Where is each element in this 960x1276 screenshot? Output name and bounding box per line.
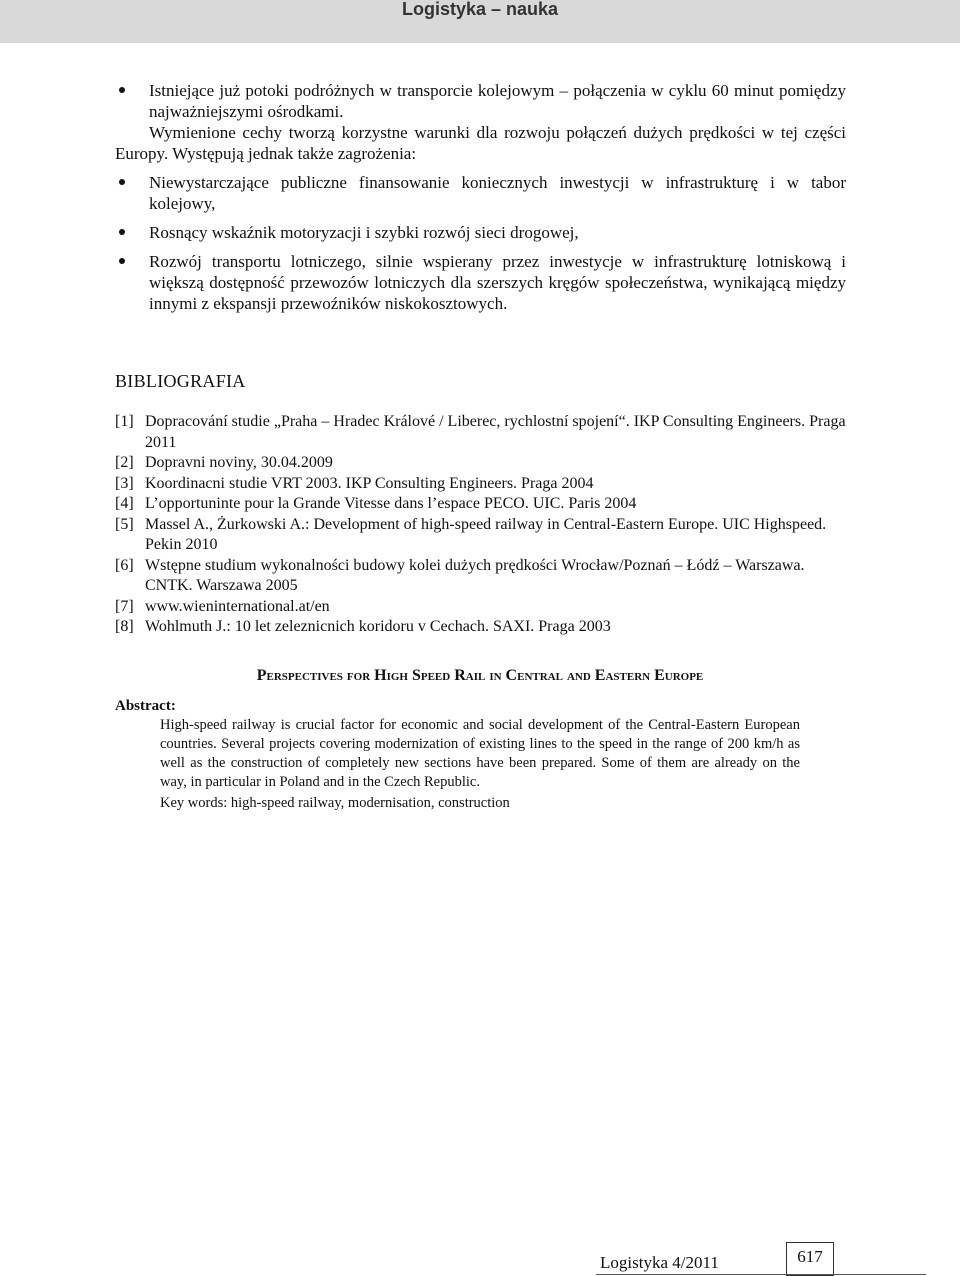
abstract-text: High-speed railway is crucial factor for economic and social development of the Central-Eastern European countries. Several projects covering modernization of existing lines to the speed in the range of 200 km/h as well as the construction of completely new sections have been prepared. Some of them are already on the way, in particular in Poland and in the Czech Republic. <box>160 717 800 790</box>
bullet-icon <box>119 258 125 264</box>
reference-number: [4] <box>115 495 134 512</box>
bibliography-heading: BIBLIOGRAFIA <box>115 371 246 391</box>
running-header <box>0 0 960 43</box>
reference-text: www.wieninternational.at/en <box>145 597 330 615</box>
reference-item <box>115 494 850 515</box>
reference-item <box>115 515 850 556</box>
reference-text: Koordinacni studie VRT 2003. IKP Consulting Engineers. Praga 2004 <box>145 474 594 492</box>
header-title: Logistyka – nauka <box>401 0 559 19</box>
bullet-list-threats <box>115 172 846 314</box>
reference-number: [5] <box>115 515 134 533</box>
reference-number: [2] <box>115 454 134 471</box>
reference-number: [7] <box>115 597 134 615</box>
list-item <box>115 172 846 214</box>
reference-list <box>115 412 850 638</box>
reference-item <box>115 412 850 453</box>
bullet-icon <box>119 179 125 185</box>
bullet-list-top <box>115 80 846 122</box>
list-item <box>115 80 846 122</box>
reference-number: [6] <box>115 556 134 574</box>
reference-text: Massel A., Żurkowski A.: Development of high-speed railway in Central-Eastern Europe. UIC Highspeed. Pekin 2010 <box>145 515 827 553</box>
paragraph: Wymienione cechy tworzą korzystne warunki dla rozwoju połączeń dużych prędkości w tej części Europy. Występują jednak także zagrożenia: <box>115 123 846 163</box>
reference-number: [1] <box>115 413 134 430</box>
reference-text: Wstępne studium wykonalności budowy kolei dużych prędkości Wrocław/Poznań – Łódź – Warszawa. CNTK. Warszawa 2005 <box>145 556 805 594</box>
reference-number: [8] <box>115 618 134 635</box>
list-item-text: Niewystarczające publiczne finansowanie koniecznych inwestycji w infrastrukturę i w tabor kolejowy, <box>149 173 846 213</box>
reference-number: [3] <box>115 474 134 492</box>
list-item-text: Rozwój transportu lotniczego, silnie wspierany przez inwestycje w infrastrukturę lotniskową i większą dostępność przewozów lotniczych dla szerszych kręgów społeczeństwa, wynikającą między innymi z ekspansji przewoźników niskokosztowych. <box>149 252 846 313</box>
list-item-text: Rosnący wskaźnik motoryzacji i szybki rozwój sieci drogowej, <box>149 223 579 242</box>
keywords: Key words: high-speed railway, modernisation, construction <box>160 795 510 811</box>
english-title: Perspectives for High Speed Rail in Central and Eastern Europe <box>256 667 704 684</box>
reference-text: Dopravni noviny, 30.04.2009 <box>145 454 333 471</box>
bullet-icon <box>119 87 125 93</box>
reference-text: Dopracování studie „Praha – Hradec Králové / Liberec, rychlostní spojení“. IKP Consulting Engineers. Praga 2011 <box>145 413 846 451</box>
bullet-icon <box>119 229 125 235</box>
reference-item <box>115 617 850 638</box>
abstract-label: Abstract: <box>115 698 176 714</box>
page-number: 617 <box>786 1242 834 1276</box>
footer-rule <box>596 1274 926 1275</box>
list-item <box>115 251 846 314</box>
reference-item <box>115 556 850 597</box>
reference-text: Wohlmuth J.: 10 let zeleznicnich koridoru v Cechach. SAXI. Praga 2003 <box>145 618 611 635</box>
reference-text: L’opportuninte pour la Grande Vitesse dans l’espace PECO. UIC. Paris 2004 <box>145 495 637 512</box>
main-content <box>115 80 846 314</box>
reference-item <box>115 453 850 474</box>
reference-item <box>115 597 850 618</box>
reference-item <box>115 474 850 495</box>
list-item <box>115 222 846 243</box>
footer-journal: Logistyka 4/2011 <box>600 1253 719 1272</box>
list-item-text: Istniejące już potoki podróżnych w transporcie kolejowym – połączenia w cyklu 60 minut pomiędzy najważniejszymi ośrodkami. <box>149 81 846 121</box>
